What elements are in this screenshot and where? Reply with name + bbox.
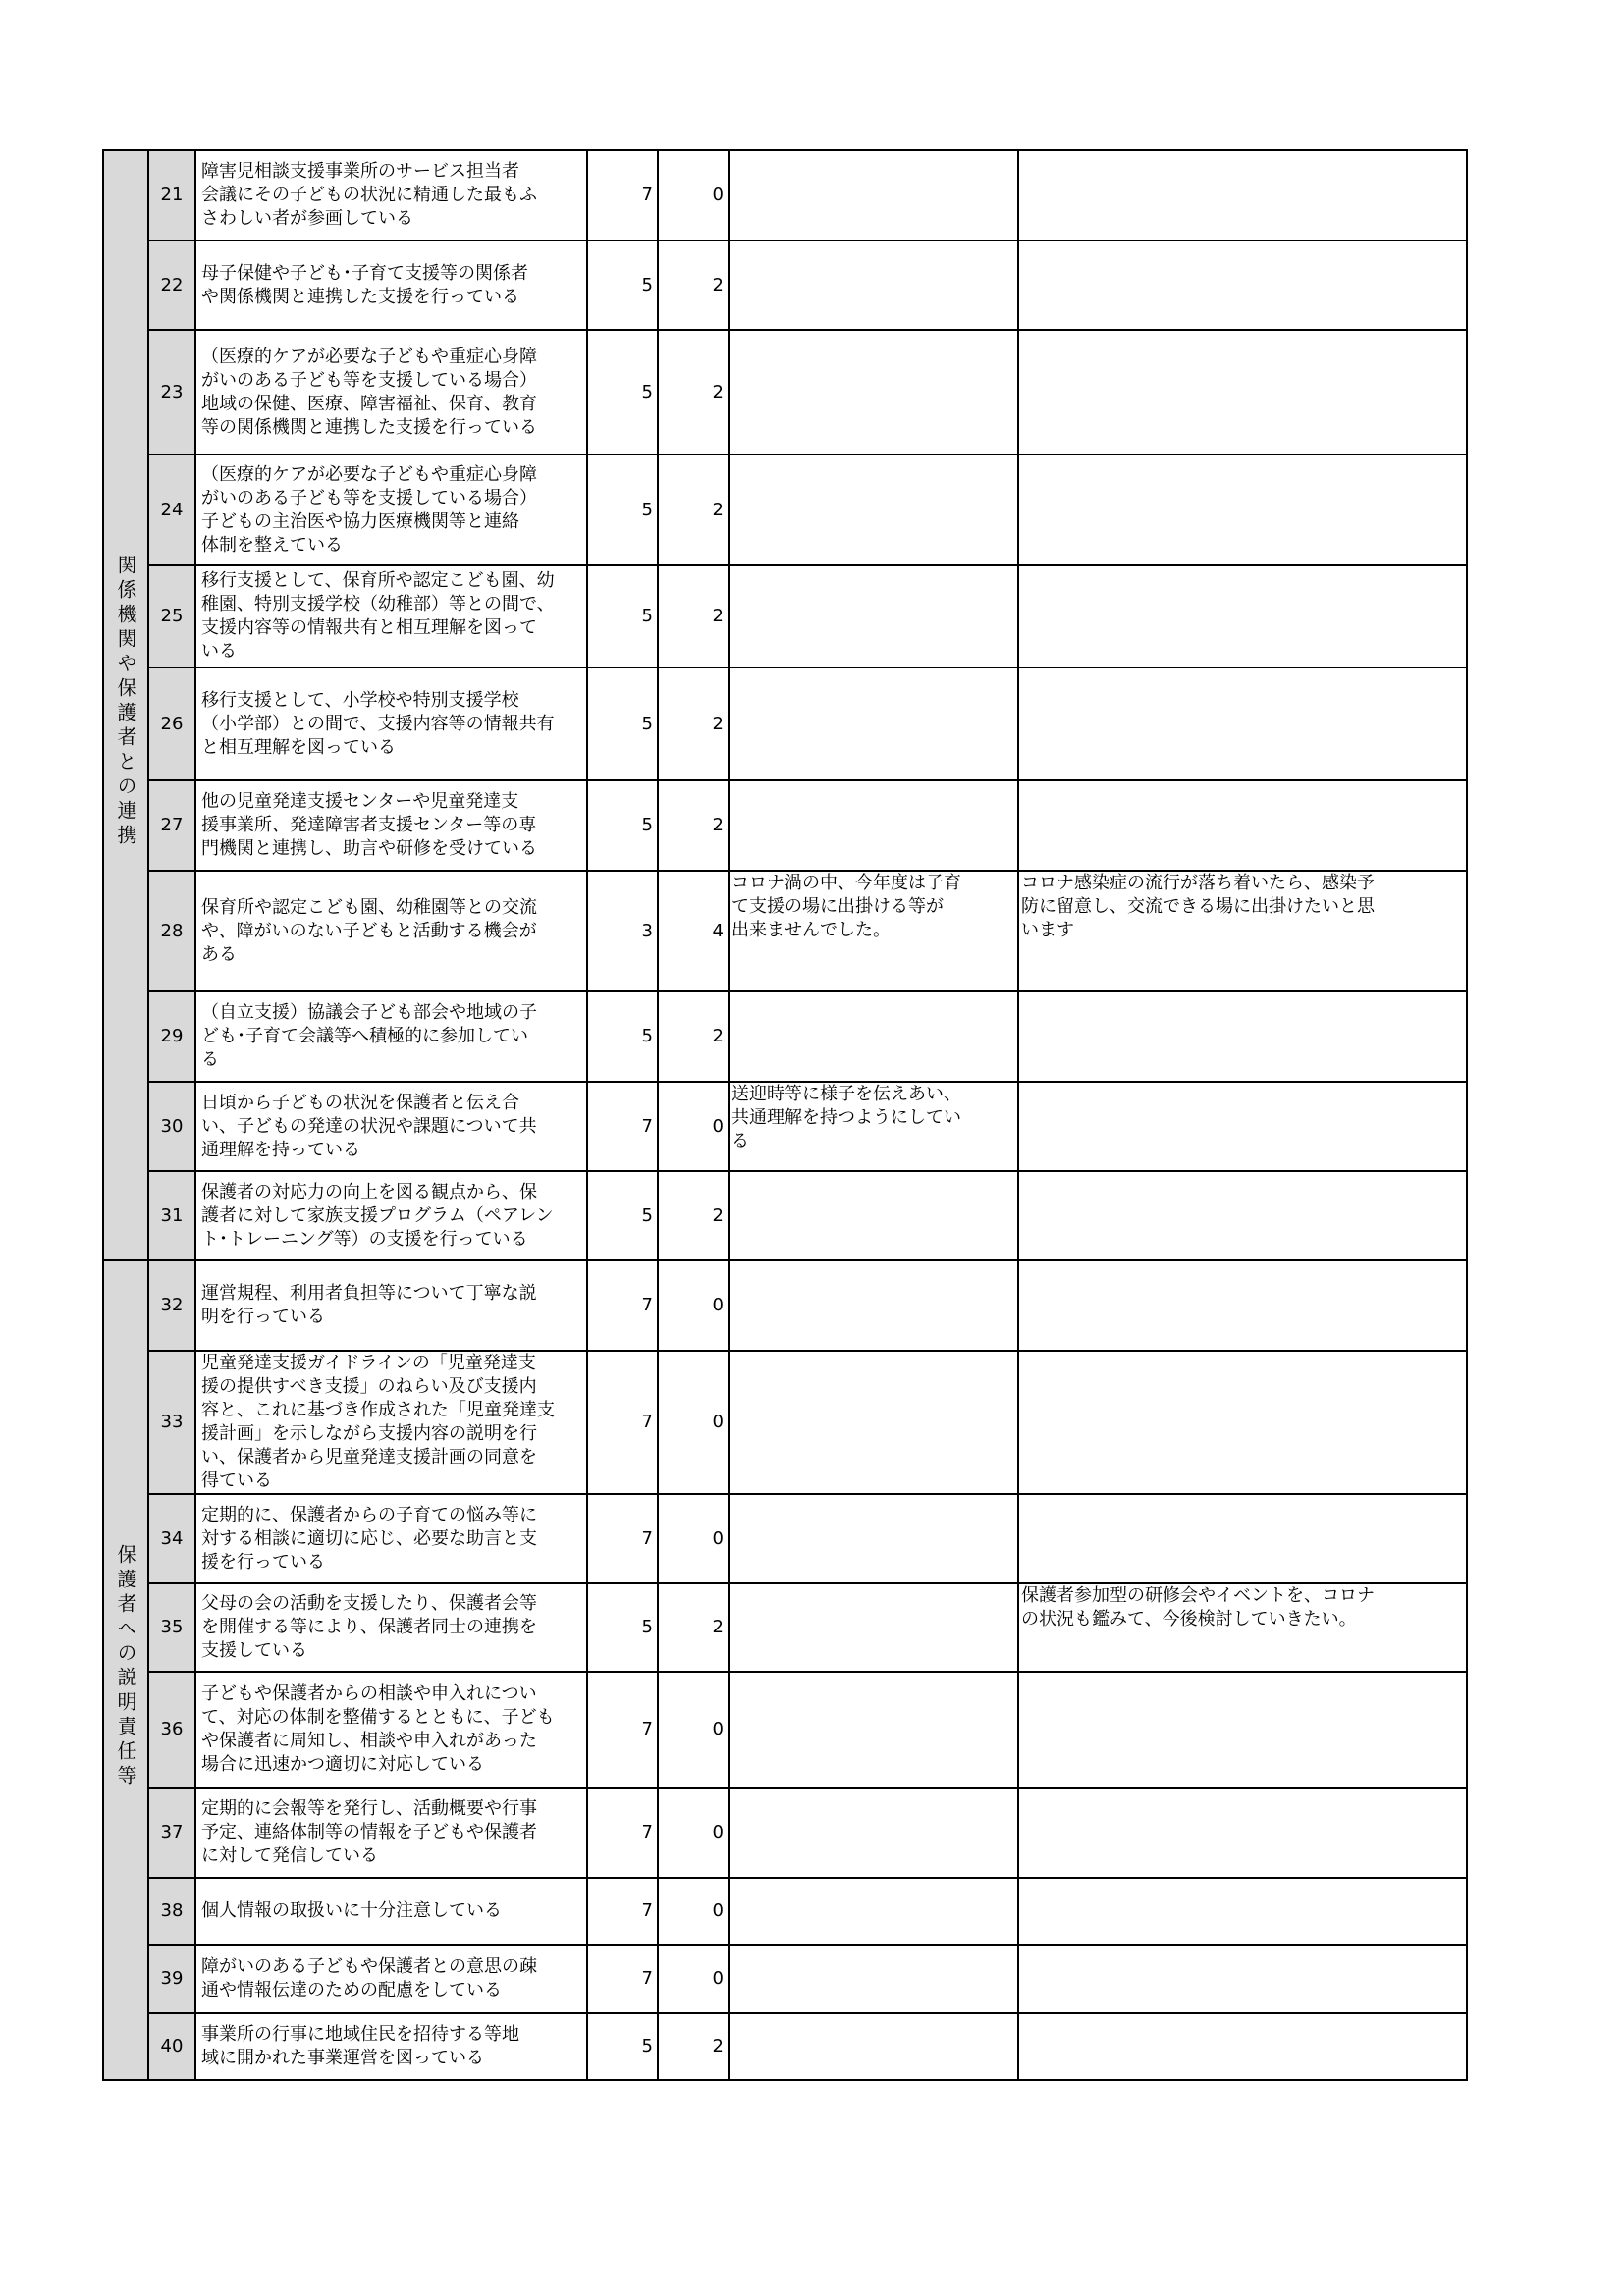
no-count: 2 xyxy=(658,1583,729,1672)
table-row xyxy=(103,150,1467,240)
no-count: 4 xyxy=(658,871,729,991)
table-row xyxy=(103,330,1467,454)
no-count: 2 xyxy=(658,240,729,330)
table-row xyxy=(103,2013,1467,2080)
improvement-plan: コロナ感染症の流行が落ち着いたら、感染予 防に留意し、交流できる場に出掛けたいと思 います xyxy=(1018,871,1467,991)
improvement-plan xyxy=(1018,1260,1467,1351)
no-count: 2 xyxy=(658,780,729,871)
category-cell xyxy=(103,1260,148,2080)
improvement-plan xyxy=(1018,1171,1467,1260)
item-number: 38 xyxy=(148,1878,195,1945)
yes-count: 7 xyxy=(587,1082,658,1171)
no-count: 2 xyxy=(658,2013,729,2080)
issue-note xyxy=(729,1878,1018,1945)
item-number: 30 xyxy=(148,1082,195,1171)
table-row xyxy=(103,1672,1467,1788)
item-number: 32 xyxy=(148,1260,195,1351)
improvement-plan xyxy=(1018,330,1467,454)
improvement-plan xyxy=(1018,2013,1467,2080)
item-number: 31 xyxy=(148,1171,195,1260)
table-row xyxy=(103,1082,1467,1171)
issue-note xyxy=(729,1351,1018,1494)
table-row xyxy=(103,1788,1467,1878)
yes-count: 5 xyxy=(587,565,658,667)
item-number: 29 xyxy=(148,991,195,1082)
item-text: （医療的ケアが必要な子どもや重症心身障 がいのある子ども等を支援している場合） 子どもの主治医や協力医療機関等と連絡 体制を整えている xyxy=(195,454,587,565)
item-number: 26 xyxy=(148,667,195,780)
no-count: 0 xyxy=(658,1788,729,1878)
improvement-plan xyxy=(1018,1788,1467,1878)
item-number: 34 xyxy=(148,1494,195,1583)
no-count: 0 xyxy=(658,1082,729,1171)
improvement-plan: 保護者参加型の研修会やイベントを、コロナ の状況も鑑みて、今後検討していきたい。 xyxy=(1018,1583,1467,1672)
issue-note xyxy=(729,454,1018,565)
issue-note xyxy=(729,991,1018,1082)
table-row xyxy=(103,871,1467,991)
improvement-plan xyxy=(1018,991,1467,1082)
issue-note xyxy=(729,2013,1018,2080)
yes-count: 5 xyxy=(587,1583,658,1672)
issue-note xyxy=(729,1945,1018,2013)
no-count: 2 xyxy=(658,1171,729,1260)
no-count: 2 xyxy=(658,454,729,565)
yes-count: 5 xyxy=(587,667,658,780)
item-number: 39 xyxy=(148,1945,195,2013)
item-text: 他の児童発達支援センターや児童発達支 援事業所、発達障害者支援センター等の専 門機関と連携し、助言や研修を受けている xyxy=(195,780,587,871)
issue-note xyxy=(729,1494,1018,1583)
issue-note: コロナ渦の中、今年度は子育 て支援の場に出掛ける等が 出来ませんでした。 xyxy=(729,871,1018,991)
yes-count: 5 xyxy=(587,240,658,330)
no-count: 0 xyxy=(658,1672,729,1788)
no-count: 0 xyxy=(658,1878,729,1945)
improvement-plan xyxy=(1018,565,1467,667)
item-text: 定期的に会報等を発行し、活動概要や行事 予定、連絡体制等の情報を子どもや保護者 に対して発信している xyxy=(195,1788,587,1878)
item-number: 40 xyxy=(148,2013,195,2080)
improvement-plan xyxy=(1018,1878,1467,1945)
yes-count: 5 xyxy=(587,991,658,1082)
issue-note xyxy=(729,150,1018,240)
table-row xyxy=(103,780,1467,871)
item-text: 移行支援として、保育所や認定こども園、幼 稚園、特別支援学校（幼稚部）等との間で、 支援内容等の情報共有と相互理解を図って いる xyxy=(195,565,587,667)
table-row xyxy=(103,565,1467,667)
table-row xyxy=(103,1945,1467,2013)
yes-count: 7 xyxy=(587,1945,658,2013)
table-row xyxy=(103,1583,1467,1672)
yes-count: 5 xyxy=(587,780,658,871)
evaluation-table-body xyxy=(103,150,1467,2080)
issue-note xyxy=(729,1260,1018,1351)
item-text: 障がいのある子どもや保護者との意思の疎 通や情報伝達のための配慮をしている xyxy=(195,1945,587,2013)
item-number: 37 xyxy=(148,1788,195,1878)
item-text: （自立支援）協議会子ども部会や地域の子 ども･子育て会議等へ積極的に参加してい る xyxy=(195,991,587,1082)
item-text: 保護者の対応力の向上を図る観点から、保 護者に対して家族支援プログラム（ペアレン ト･トレーニング等）の支援を行っている xyxy=(195,1171,587,1260)
issue-note xyxy=(729,1583,1018,1672)
table-row xyxy=(103,1494,1467,1583)
item-text: 個人情報の取扱いに十分注意している xyxy=(195,1878,587,1945)
table-row xyxy=(103,1878,1467,1945)
yes-count: 7 xyxy=(587,1494,658,1583)
improvement-plan xyxy=(1018,667,1467,780)
table-row xyxy=(103,1171,1467,1260)
item-text: 日頃から子どもの状況を保護者と伝え合 い、子どもの発達の状況や課題について共 通理解を持っている xyxy=(195,1082,587,1171)
improvement-plan xyxy=(1018,1672,1467,1788)
issue-note xyxy=(729,667,1018,780)
no-count: 0 xyxy=(658,150,729,240)
item-text: 子どもや保護者からの相談や申入れについ て、対応の体制を整備するとともに、子ども や保護者に周知し、相談や申入れがあった 場合に迅速かつ適切に対応している xyxy=(195,1672,587,1788)
issue-note xyxy=(729,780,1018,871)
no-count: 2 xyxy=(658,565,729,667)
table-row xyxy=(103,1351,1467,1494)
item-number: 23 xyxy=(148,330,195,454)
improvement-plan xyxy=(1018,1351,1467,1494)
yes-count: 3 xyxy=(587,871,658,991)
yes-count: 5 xyxy=(587,330,658,454)
no-count: 0 xyxy=(658,1494,729,1583)
improvement-plan xyxy=(1018,1494,1467,1583)
table-row xyxy=(103,240,1467,330)
item-text: 児童発達支援ガイドラインの「児童発達支 援の提供すべき支援」のねらい及び支援内 容と、これに基づき作成された「児童発達支 援計画」を示しながら支援内容の説明を行 い、保護者から児童発達支援計画の同意を 得ている xyxy=(195,1351,587,1494)
item-number: 36 xyxy=(148,1672,195,1788)
item-number: 35 xyxy=(148,1583,195,1672)
yes-count: 5 xyxy=(587,2013,658,2080)
yes-count: 7 xyxy=(587,150,658,240)
evaluation-table xyxy=(102,149,1468,2081)
issue-note xyxy=(729,240,1018,330)
no-count: 2 xyxy=(658,991,729,1082)
no-count: 0 xyxy=(658,1351,729,1494)
yes-count: 5 xyxy=(587,1171,658,1260)
issue-note xyxy=(729,565,1018,667)
item-text: 移行支援として、小学校や特別支援学校 （小学部）との間で、支援内容等の情報共有 と相互理解を図っている xyxy=(195,667,587,780)
category-label: 関係機関や保護者との連携 xyxy=(114,555,137,849)
category-label: 保護者への説明責任等 xyxy=(114,1544,137,1789)
table-row xyxy=(103,991,1467,1082)
item-text: 母子保健や子ども･子育て支援等の関係者 や関係機関と連携した支援を行っている xyxy=(195,240,587,330)
improvement-plan xyxy=(1018,780,1467,871)
item-number: 28 xyxy=(148,871,195,991)
item-text: 運営規程、利用者負担等について丁寧な説 明を行っている xyxy=(195,1260,587,1351)
issue-note xyxy=(729,1788,1018,1878)
yes-count: 7 xyxy=(587,1351,658,1494)
no-count: 0 xyxy=(658,1945,729,2013)
item-number: 21 xyxy=(148,150,195,240)
yes-count: 7 xyxy=(587,1788,658,1878)
yes-count: 5 xyxy=(587,454,658,565)
issue-note xyxy=(729,330,1018,454)
item-text: 事業所の行事に地域住民を招待する等地 域に開かれた事業運営を図っている xyxy=(195,2013,587,2080)
improvement-plan xyxy=(1018,1945,1467,2013)
no-count: 2 xyxy=(658,667,729,780)
improvement-plan xyxy=(1018,150,1467,240)
item-number: 27 xyxy=(148,780,195,871)
table-row xyxy=(103,667,1467,780)
item-text: 保育所や認定こども園、幼稚園等との交流 や、障がいのない子どもと活動する機会が ある xyxy=(195,871,587,991)
item-text: 障害児相談支援事業所のサービス担当者 会議にその子どもの状況に精通した最もふ さわしい者が参画している xyxy=(195,150,587,240)
issue-note xyxy=(729,1171,1018,1260)
no-count: 0 xyxy=(658,1260,729,1351)
yes-count: 7 xyxy=(587,1260,658,1351)
item-text: （医療的ケアが必要な子どもや重症心身障 がいのある子ども等を支援している場合） 地域の保健、医療、障害福祉、保育、教育 等の関係機関と連携した支援を行っている xyxy=(195,330,587,454)
item-number: 25 xyxy=(148,565,195,667)
improvement-plan xyxy=(1018,240,1467,330)
table-row xyxy=(103,454,1467,565)
category-cell xyxy=(103,150,148,1260)
improvement-plan xyxy=(1018,454,1467,565)
item-number: 33 xyxy=(148,1351,195,1494)
no-count: 2 xyxy=(658,330,729,454)
item-number: 24 xyxy=(148,454,195,565)
issue-note: 送迎時等に様子を伝えあい、 共通理解を持つようにしてい る xyxy=(729,1082,1018,1171)
item-text: 父母の会の活動を支援したり、保護者会等 を開催する等により、保護者同士の連携を 支援している xyxy=(195,1583,587,1672)
issue-note xyxy=(729,1672,1018,1788)
item-number: 22 xyxy=(148,240,195,330)
improvement-plan xyxy=(1018,1082,1467,1171)
table-row xyxy=(103,1260,1467,1351)
yes-count: 7 xyxy=(587,1878,658,1945)
item-text: 定期的に、保護者からの子育ての悩み等に 対する相談に適切に応じ、必要な助言と支 援を行っている xyxy=(195,1494,587,1583)
yes-count: 7 xyxy=(587,1672,658,1788)
